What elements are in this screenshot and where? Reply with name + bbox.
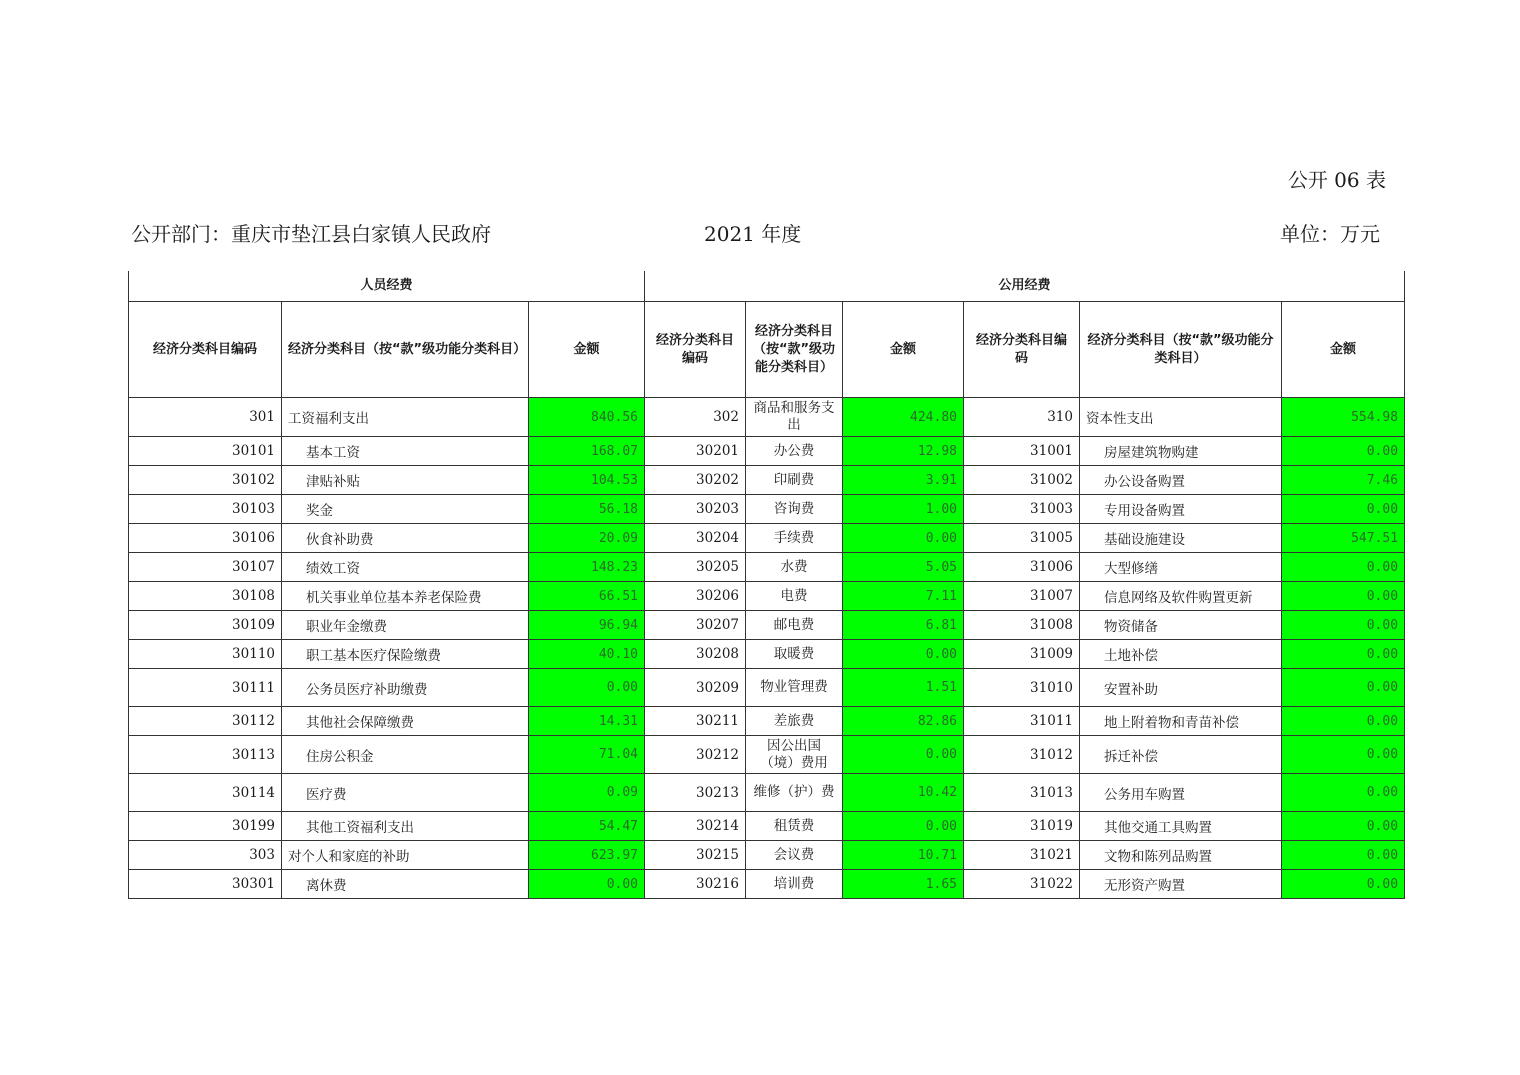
name-cell: 大型修缮 [1080, 553, 1282, 582]
name-cell: 文物和陈列品购置 [1080, 841, 1282, 870]
table-row [129, 398, 1405, 437]
amount-cell: 0.00 [843, 640, 964, 669]
amount-cell: 0.00 [1282, 812, 1405, 841]
amount-cell: 0.00 [1282, 870, 1405, 899]
name-cell: 无形资产购置 [1080, 870, 1282, 899]
table-number: 公开 06 表 [1287, 168, 1386, 192]
table-row [129, 582, 1405, 611]
table-row [129, 524, 1405, 553]
name-cell: 信息网络及软件购置更新 [1080, 582, 1282, 611]
name-cell: 基础设施建设 [1080, 524, 1282, 553]
name-cell: 办公设备购置 [1080, 466, 1282, 495]
name-cell: 地上附着物和青苗补偿 [1080, 707, 1282, 736]
name-cell: 咨询费 [746, 495, 843, 524]
code-cell: 30106 [129, 524, 282, 553]
table-row [129, 640, 1405, 669]
amount-cell: 40.10 [529, 640, 645, 669]
name-cell: 物业管理费 [746, 669, 843, 707]
amount-cell: 0.00 [1282, 495, 1405, 524]
code-cell: 30107 [129, 553, 282, 582]
code-cell: 31021 [964, 841, 1080, 870]
amount-cell: 7.11 [843, 582, 964, 611]
amount-cell: 104.53 [529, 466, 645, 495]
table-row [129, 774, 1405, 812]
code-cell: 30212 [645, 736, 746, 774]
name-cell: 印刷费 [746, 466, 843, 495]
name-cell: 公务用车购置 [1080, 774, 1282, 812]
name-cell: 维修（护）费 [746, 774, 843, 812]
code-cell: 30108 [129, 582, 282, 611]
table-row [129, 669, 1405, 707]
code-cell: 30207 [645, 611, 746, 640]
amount-cell: 0.00 [1282, 437, 1405, 466]
name-cell: 伙食补助费 [282, 524, 529, 553]
amount-cell: 7.46 [1282, 466, 1405, 495]
department-label: 公开部门：重庆市垫江县白家镇人民政府 [131, 222, 491, 246]
code-cell: 30102 [129, 466, 282, 495]
name-cell: 房屋建筑物购建 [1080, 437, 1282, 466]
amount-cell: 1.00 [843, 495, 964, 524]
amount-cell: 71.04 [529, 736, 645, 774]
code-cell: 30301 [129, 870, 282, 899]
amount-cell: 82.86 [843, 707, 964, 736]
name-cell: 住房公积金 [282, 736, 529, 774]
code-cell: 302 [645, 398, 746, 437]
name-cell: 物资储备 [1080, 611, 1282, 640]
amount-cell: 0.00 [1282, 669, 1405, 707]
table-row [129, 870, 1405, 899]
code-cell: 31001 [964, 437, 1080, 466]
name-cell: 资本性支出 [1080, 398, 1282, 437]
table-row [129, 466, 1405, 495]
code-cell: 31009 [964, 640, 1080, 669]
code-cell: 30101 [129, 437, 282, 466]
amount-cell: 840.56 [529, 398, 645, 437]
table-row [129, 736, 1405, 774]
code-cell: 30111 [129, 669, 282, 707]
table-row [129, 495, 1405, 524]
col-name-1: 经济分类科目（按“款”级功能分类科目） [282, 302, 529, 398]
code-cell: 31003 [964, 495, 1080, 524]
amount-cell: 3.91 [843, 466, 964, 495]
code-cell: 30216 [645, 870, 746, 899]
name-cell: 培训费 [746, 870, 843, 899]
amount-cell: 20.09 [529, 524, 645, 553]
code-cell: 30208 [645, 640, 746, 669]
code-cell: 31019 [964, 812, 1080, 841]
code-cell: 31002 [964, 466, 1080, 495]
group-public: 公用经费 [645, 271, 1405, 302]
name-cell: 差旅费 [746, 707, 843, 736]
amount-cell: 148.23 [529, 553, 645, 582]
amount-cell: 168.07 [529, 437, 645, 466]
code-cell: 301 [129, 398, 282, 437]
name-cell: 医疗费 [282, 774, 529, 812]
col-name-2: 经济分类科目（按“款”级功能分类科目） [746, 302, 843, 398]
amount-cell: 0.00 [1282, 774, 1405, 812]
amount-cell: 0.00 [1282, 707, 1405, 736]
amount-cell: 623.97 [529, 841, 645, 870]
group-header-row [129, 271, 1405, 302]
code-cell: 31022 [964, 870, 1080, 899]
amount-cell: 6.81 [843, 611, 964, 640]
amount-cell: 10.42 [843, 774, 964, 812]
code-cell: 30205 [645, 553, 746, 582]
name-cell: 对个人和家庭的补助 [282, 841, 529, 870]
budget-table [128, 271, 1405, 899]
table-row [129, 841, 1405, 870]
name-cell: 邮电费 [746, 611, 843, 640]
name-cell: 取暖费 [746, 640, 843, 669]
amount-cell: 0.00 [843, 812, 964, 841]
code-cell: 31008 [964, 611, 1080, 640]
name-cell: 其他交通工具购置 [1080, 812, 1282, 841]
name-cell: 职工基本医疗保险缴费 [282, 640, 529, 669]
name-cell: 安置补助 [1080, 669, 1282, 707]
col-amount-2: 金额 [843, 302, 964, 398]
code-cell: 30109 [129, 611, 282, 640]
name-cell: 租赁费 [746, 812, 843, 841]
name-cell: 职业年金缴费 [282, 611, 529, 640]
code-cell: 30114 [129, 774, 282, 812]
code-cell: 30113 [129, 736, 282, 774]
col-code-3: 经济分类科目编码 [964, 302, 1080, 398]
col-amount-3: 金额 [1282, 302, 1405, 398]
amount-cell: 0.00 [1282, 553, 1405, 582]
table-row [129, 812, 1405, 841]
amount-cell: 96.94 [529, 611, 645, 640]
code-cell: 30214 [645, 812, 746, 841]
unit-label: 单位：万元 [1280, 222, 1380, 246]
col-code-2: 经济分类科目编码 [645, 302, 746, 398]
amount-cell: 0.00 [529, 669, 645, 707]
code-cell: 30199 [129, 812, 282, 841]
name-cell: 土地补偿 [1080, 640, 1282, 669]
amount-cell: 0.00 [843, 736, 964, 774]
code-cell: 30215 [645, 841, 746, 870]
amount-cell: 10.71 [843, 841, 964, 870]
amount-cell: 66.51 [529, 582, 645, 611]
name-cell: 专用设备购置 [1080, 495, 1282, 524]
name-cell: 办公费 [746, 437, 843, 466]
name-cell: 商品和服务支出 [746, 398, 843, 437]
code-cell: 31012 [964, 736, 1080, 774]
code-cell: 30203 [645, 495, 746, 524]
code-cell: 30201 [645, 437, 746, 466]
code-cell: 30209 [645, 669, 746, 707]
amount-cell: 0.00 [1282, 640, 1405, 669]
name-cell: 公务员医疗补助缴费 [282, 669, 529, 707]
amount-cell: 0.00 [1282, 582, 1405, 611]
code-cell: 31006 [964, 553, 1080, 582]
name-cell: 因公出国（境）费用 [746, 736, 843, 774]
code-cell: 31013 [964, 774, 1080, 812]
amount-cell: 0.09 [529, 774, 645, 812]
fiscal-year: 2021 年度 [704, 222, 802, 246]
name-cell: 绩效工资 [282, 553, 529, 582]
name-cell: 会议费 [746, 841, 843, 870]
amount-cell: 1.51 [843, 669, 964, 707]
amount-cell: 0.00 [529, 870, 645, 899]
amount-cell: 14.31 [529, 707, 645, 736]
col-code-1: 经济分类科目编码 [129, 302, 282, 398]
amount-cell: 547.51 [1282, 524, 1405, 553]
code-cell: 31011 [964, 707, 1080, 736]
name-cell: 机关事业单位基本养老保险费 [282, 582, 529, 611]
amount-cell: 56.18 [529, 495, 645, 524]
name-cell: 离休费 [282, 870, 529, 899]
code-cell: 31007 [964, 582, 1080, 611]
table-row [129, 437, 1405, 466]
amount-cell: 424.80 [843, 398, 964, 437]
amount-cell: 0.00 [843, 524, 964, 553]
code-cell: 30202 [645, 466, 746, 495]
name-cell: 工资福利支出 [282, 398, 529, 437]
name-cell: 电费 [746, 582, 843, 611]
code-cell: 310 [964, 398, 1080, 437]
group-personnel: 人员经费 [129, 271, 645, 302]
name-cell: 其他社会保障缴费 [282, 707, 529, 736]
col-name-3: 经济分类科目（按“款”级功能分类科目） [1080, 302, 1282, 398]
table-row [129, 707, 1405, 736]
amount-cell: 0.00 [1282, 736, 1405, 774]
col-amount-1: 金额 [529, 302, 645, 398]
code-cell: 303 [129, 841, 282, 870]
amount-cell: 554.98 [1282, 398, 1405, 437]
code-cell: 30213 [645, 774, 746, 812]
code-cell: 31010 [964, 669, 1080, 707]
name-cell: 其他工资福利支出 [282, 812, 529, 841]
code-cell: 30112 [129, 707, 282, 736]
amount-cell: 1.65 [843, 870, 964, 899]
table-body [129, 398, 1405, 899]
code-cell: 30211 [645, 707, 746, 736]
amount-cell: 5.05 [843, 553, 964, 582]
code-cell: 30206 [645, 582, 746, 611]
code-cell: 30110 [129, 640, 282, 669]
name-cell: 津贴补贴 [282, 466, 529, 495]
name-cell: 水费 [746, 553, 843, 582]
amount-cell: 54.47 [529, 812, 645, 841]
name-cell: 奖金 [282, 495, 529, 524]
column-header-row [129, 302, 1405, 398]
table-row [129, 553, 1405, 582]
name-cell: 基本工资 [282, 437, 529, 466]
table-row [129, 611, 1405, 640]
code-cell: 30103 [129, 495, 282, 524]
code-cell: 31005 [964, 524, 1080, 553]
amount-cell: 0.00 [1282, 841, 1405, 870]
name-cell: 手续费 [746, 524, 843, 553]
amount-cell: 12.98 [843, 437, 964, 466]
amount-cell: 0.00 [1282, 611, 1405, 640]
code-cell: 30204 [645, 524, 746, 553]
name-cell: 拆迁补偿 [1080, 736, 1282, 774]
